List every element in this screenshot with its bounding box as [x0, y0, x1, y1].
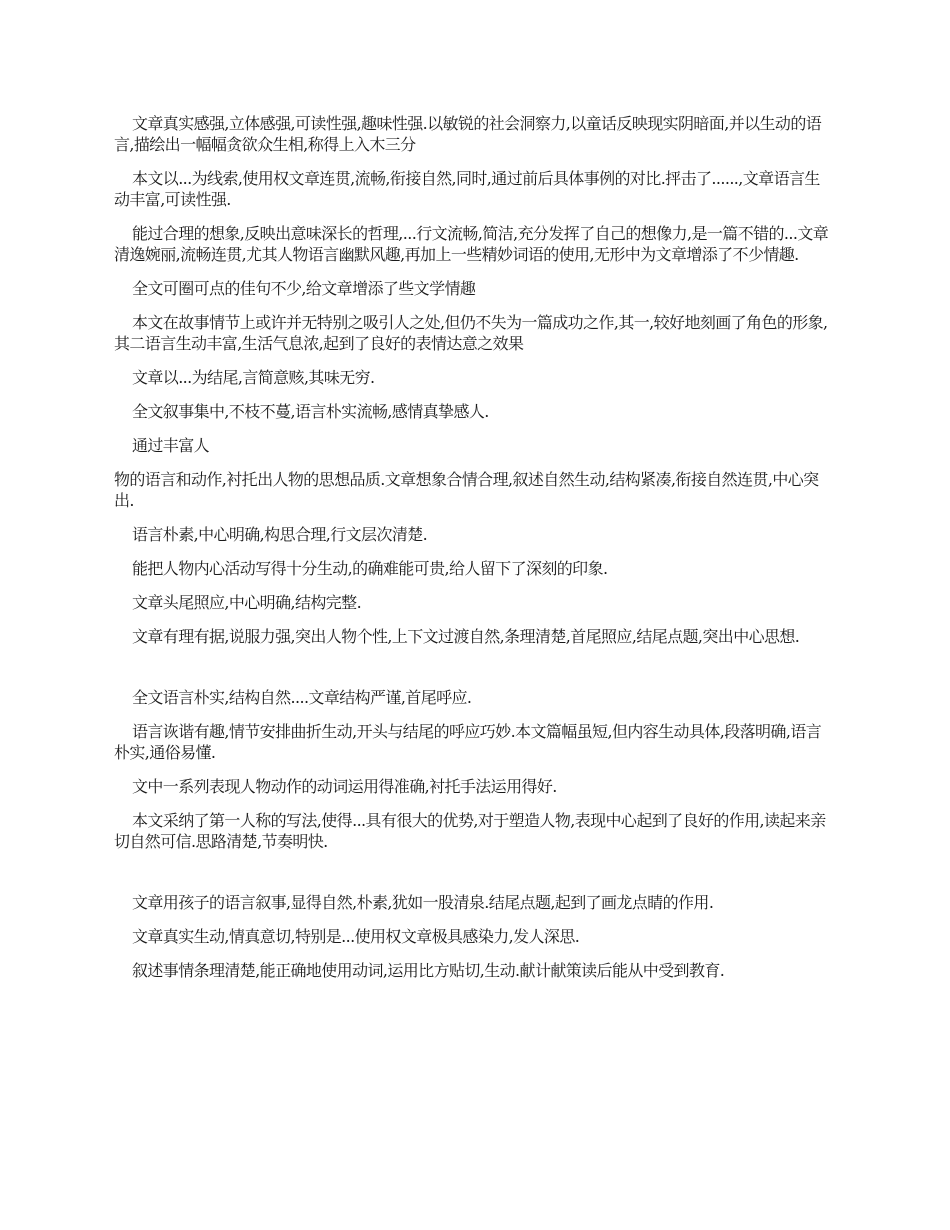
document-body — [114, 113, 830, 994]
paragraph: 文章头尾照应,中心明确,结构完整. — [132, 593, 362, 612]
paragraph: 物的语言和动作,衬托出人物的思想品质.文章想象合情合理,叙述自然生动,结构紧凑,衔接自然连贯,中心突出. — [114, 470, 819, 510]
paragraph: 文章用孩子的语言叙事,显得自然,朴素,犹如一股清泉.结尾点题,起到了画龙点睛的作用. — [132, 893, 714, 912]
paragraph: 能过合理的想象,反映出意味深长的哲理,...行文流畅,简洁,充分发挥了自己的想像力,是一篇不错的...文章清逸婉丽,流畅连贯,尤其人物语言幽默风趣,再加上一些精妙词语的使用,无形中为文章增添了不少情趣. — [114, 224, 829, 264]
paragraph: 文章有理有据,说服力强,突出人物个性,上下文过渡自然,条理清楚,首尾照应,结尾点题,突出中心思想. — [132, 627, 800, 646]
paragraph: 文章以...为结尾,言简意赅,其味无穷. — [132, 368, 375, 387]
paragraph: 叙述事情条理清楚,能正确地使用动词,运用比方贴切,生动.献计献策读后能从中受到教育. — [132, 961, 725, 980]
paragraph: 文中一系列表现人物动作的动词运用得准确,衬托手法运用得好. — [132, 777, 557, 796]
paragraph: 全文可圈可点的佳句不少,给文章增添了些文学情趣 — [132, 279, 476, 298]
paragraph: 全文叙事集中,不枝不蔓,语言朴实流畅,感情真挚感人. — [132, 402, 489, 421]
paragraph: 全文语言朴实,结构自然....文章结构严谨,首尾呼应. — [132, 688, 472, 707]
paragraph: 本文以...为线索,使用权文章连贯,流畅,衔接自然,同时,通过前后具体事例的对比.抨击了......,文章语言生动丰富,可读性强. — [114, 169, 820, 209]
paragraph: 语言朴素,中心明确,构思合理,行文层次清楚. — [132, 525, 428, 544]
paragraph: 文章真实感强,立体感强,可读性强,趣味性强.以敏锐的社会洞察力,以童话反映现实阴暗面,并以生动的语言,描绘出一幅幅贪欲众生相,称得上入木三分 — [114, 114, 822, 154]
paragraph: 语言诙谐有趣,情节安排曲折生动,开头与结尾的呼应巧妙.本文篇幅虽短,但内容生动具体,段落明确,语言朴实,通俗易懂. — [114, 722, 822, 762]
paragraph: 本文采纳了第一人称的写法,使得...具有很大的优势,对于塑造人物,表现中心起到了良好的作用,读起来亲切自然可信.思路清楚,节奏明快. — [114, 811, 826, 851]
paragraph: 能把人物内心活动写得十分生动,的确难能可贵,给人留下了深刻的印象. — [132, 559, 608, 578]
paragraph: 通过丰富人 — [132, 436, 210, 455]
paragraph: 本文在故事情节上或许并无特别之吸引人之处,但仍不失为一篇成功之作,其一,较好地刻画了角色的形象,其二语言生动丰富,生活气息浓,起到了良好的表情达意之效果 — [114, 313, 828, 353]
paragraph: 文章真实生动,情真意切,特别是...使用权文章极具感染力,发人深思. — [132, 927, 580, 946]
